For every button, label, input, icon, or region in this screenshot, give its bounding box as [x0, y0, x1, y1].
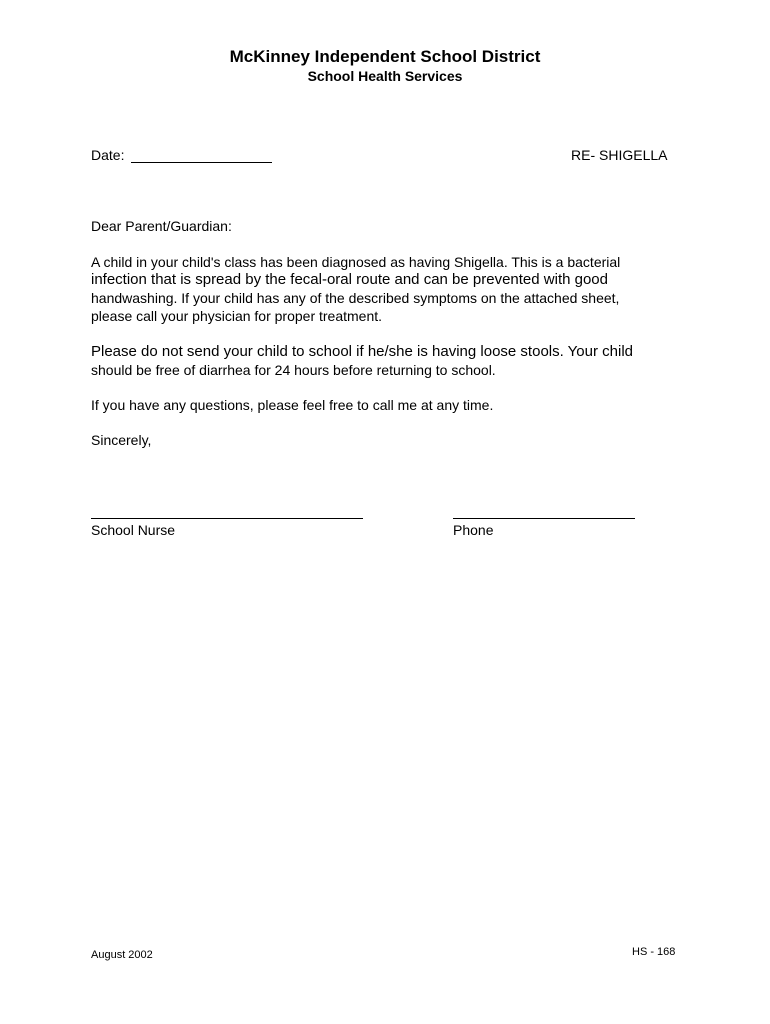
paragraph-line: please call your physician for proper treatment. — [91, 308, 383, 324]
form-number: HS - 168 — [632, 946, 676, 958]
paragraph-diagnosis — [91, 253, 691, 325]
paragraph-line: A child in your child's class has been diagnosed as having Shigella. This is a bacterial — [91, 254, 621, 270]
paragraph-line: should be free of diarrhea for 24 hours before returning to school. — [91, 362, 496, 378]
date-label: Date: — [91, 147, 125, 163]
paragraph-questions: If you have any questions, please feel free to call me at any time. — [91, 397, 494, 413]
date-blank-line — [131, 162, 272, 163]
paragraph-line: Please do not send your child to school if he/she is having loose stools. Your child — [91, 343, 634, 360]
district-title: McKinney Independent School District — [229, 47, 541, 66]
phone-signature-line — [453, 518, 635, 519]
phone-label: Phone — [453, 522, 494, 538]
paragraph-exclusion — [91, 343, 691, 379]
salutation: Dear Parent/Guardian: — [91, 218, 232, 234]
department-subtitle: School Health Services — [307, 68, 463, 84]
paragraph-line: handwashing. If your child has any of the described symptoms on the attached sheet, — [91, 290, 620, 306]
footer-date: August 2002 — [91, 949, 153, 961]
paragraph-line: infection that is spread by the fecal-oral route and can be prevented with good — [91, 271, 608, 288]
closing: Sincerely, — [91, 432, 152, 448]
nurse-signature-line — [91, 518, 363, 519]
school-nurse-label: School Nurse — [91, 522, 176, 538]
re-line: RE- SHIGELLA — [571, 147, 668, 163]
